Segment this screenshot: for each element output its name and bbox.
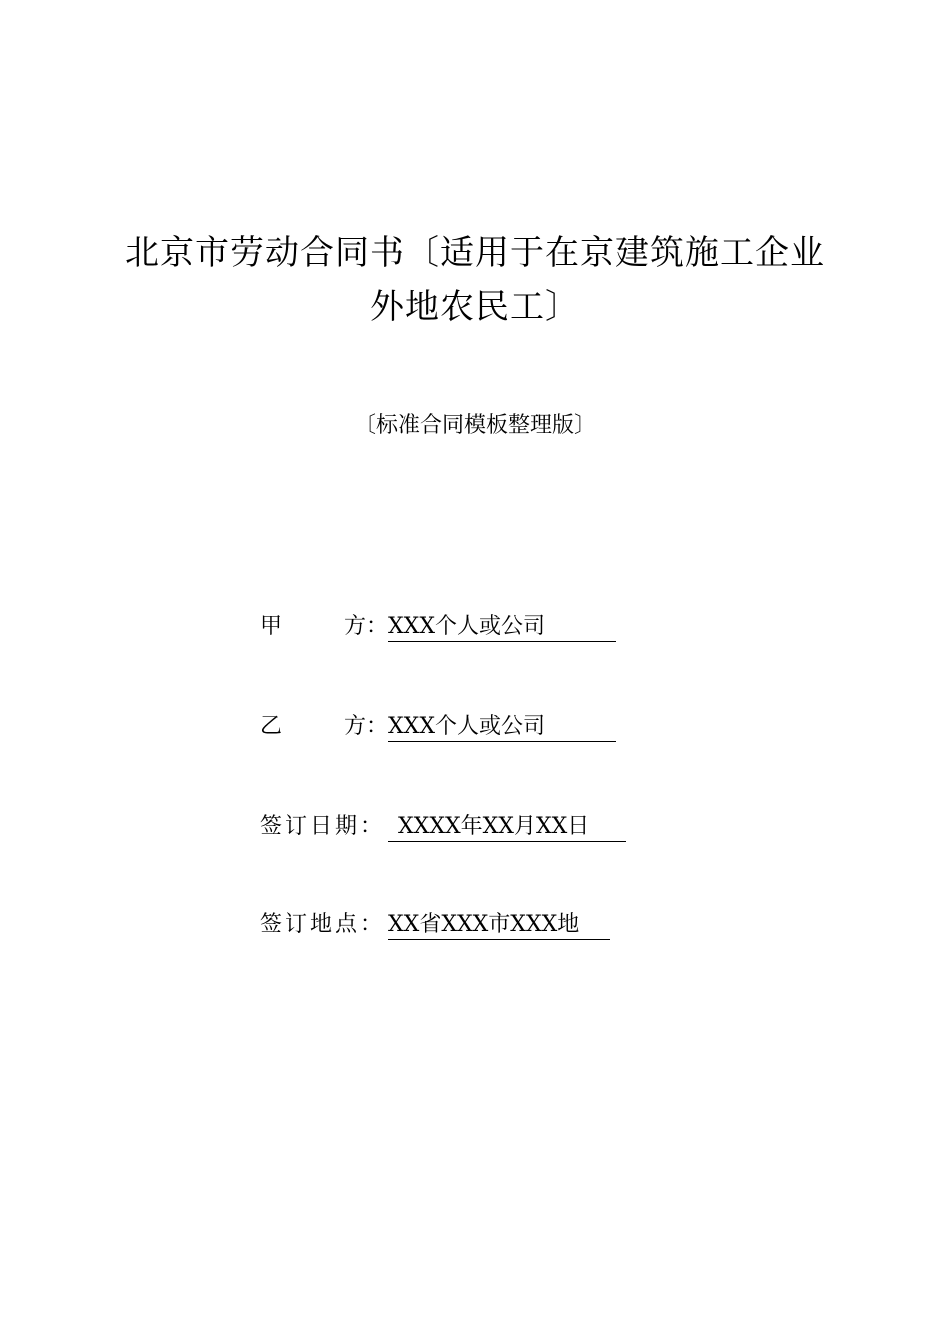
title-line-1: 北京市劳动合同书〔适用于在京建筑施工企业 (125, 233, 825, 273)
party-b-label (260, 712, 388, 742)
party-b-label-first: 乙 (260, 714, 283, 739)
sign-place-row (260, 906, 610, 940)
sign-place-label: 签订地点： (260, 912, 386, 937)
party-b-value: XXX个人或公司 (388, 713, 616, 742)
document-title (100, 226, 850, 334)
title-line-2: 外地农民工〕 (370, 287, 580, 327)
party-a-label-first: 甲 (260, 614, 283, 639)
sign-date-row (260, 808, 626, 842)
party-a-value: XXX个人或公司 (388, 613, 616, 642)
party-a-label-last: 方： (343, 614, 388, 639)
sign-date-value: XXXX年XX月XX日 (388, 813, 626, 842)
document-subtitle: 〔标准合同模板整理版〕 (353, 413, 596, 438)
party-b-row (260, 708, 616, 742)
party-a-label (260, 612, 388, 642)
sign-date-label: 签订日期： (260, 814, 386, 839)
sign-place-value: XX省XXX市XXX地 (388, 911, 610, 940)
party-a-row (260, 608, 616, 642)
party-b-label-last: 方： (343, 714, 388, 739)
